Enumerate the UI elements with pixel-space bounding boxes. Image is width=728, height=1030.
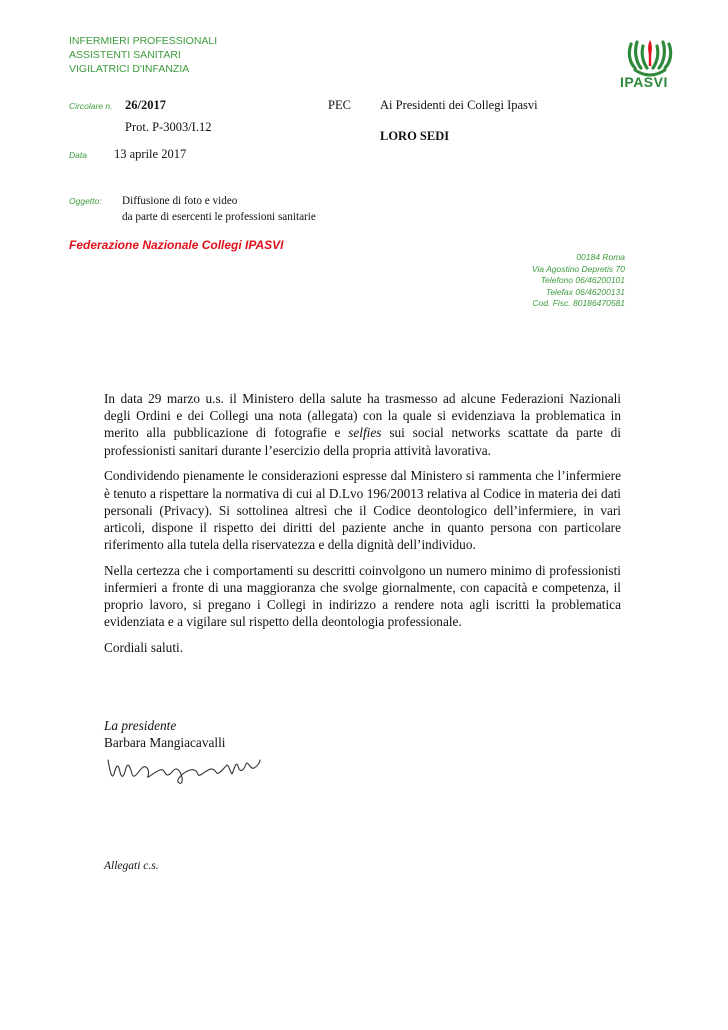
attachments-note: Allegati c.s. [104,860,159,872]
address-line: Via Agostino Depretis 70 [531,263,625,274]
address-line: Telefono 06/46200101 [540,275,625,286]
header-organization [69,34,217,76]
signature-name: Barbara Mangiacavalli [104,735,226,750]
selfies-italic: selfies [348,425,382,441]
paragraph-4: Cordiali saluti. [104,640,184,656]
circolare-value: 26/2017 [125,98,166,112]
signature-role: La presidente [104,718,177,733]
address-line: 00184 Roma [576,252,625,262]
org-line-1: INFERMIERI PROFESSIONALI [69,35,218,47]
org-line-2: ASSISTENTI SANITARI [69,49,181,61]
paragraph-2: Condividendo pienamente le considerazioni espresse dal Ministero si rammenta che l’infermiere è tenuto a rispettare la normativa di cui al D.Lvo 196/20013 relativa al Codice in materia dei dati personali (Privacy). Si sottolinea altresì che il Codice deontologico dell’infermiere, in vari articoli, dispone il rispetto dei diritti del paziente anche in quanto persona con particolare riferimento alla tutela della riservatezza e della dignità dell’individuo. [104,468,621,553]
recipient: Ai Presidenti dei Collegi Ipasvi [380,98,538,112]
paragraph-1: In data 29 marzo u.s. il Ministero della salute ha trasmesso ad alcune Federazioni Nazionali degli Ordini e dei Collegi una nota (allegata) con la quale si evidenziava la problematica in merito alla pubblicazione di fotografie e selfies sui social networks scattate da parte di professionisti sanitari durante l’esercizio della propria attività lavorativa. [104,391,621,458]
protocol-number: Prot. P-3003/I.12 [125,120,212,134]
oggetto-line-2: da parte di esercenti le professioni sanitarie [122,211,316,223]
org-line-3: VIGILATRICI D'INFANZIA [69,63,190,75]
pec-label: PEC [328,98,351,112]
data-label: Data [69,150,87,160]
handwritten-signature [104,752,264,794]
federation-name: Federazione Nazionale Collegi IPASVI [69,238,284,252]
paragraph-3: Nella certezza che i comportamenti su descritti coinvolgono un numero minimo di professionisti infermieri a fronte di una maggioranza che svolge giornalmente, con capacità e competenza, il proprio lavoro, si pregano i Collegi in indirizzo a rendere nota agli iscritti la problematica evidenziata e a vigilare sul rispetto della deontologia professionale. [104,562,621,630]
address-block [532,252,625,310]
circolare-label: Circolare n. [69,101,113,111]
address-line: Telefax 06/46200131 [545,286,625,297]
oggetto-label: Oggetto: [69,196,102,206]
oggetto-text [122,193,316,225]
address-line: Cod. Fisc. 80186470581 [532,298,625,309]
letter-body [104,390,621,665]
oggetto-line-1: Diffusione di foto e video [122,195,238,207]
logo-text: IPASVI [620,74,668,90]
signature-block [104,717,225,751]
data-value: 13 aprile 2017 [114,147,187,161]
recipient-sub: LORO SEDI [380,129,450,143]
